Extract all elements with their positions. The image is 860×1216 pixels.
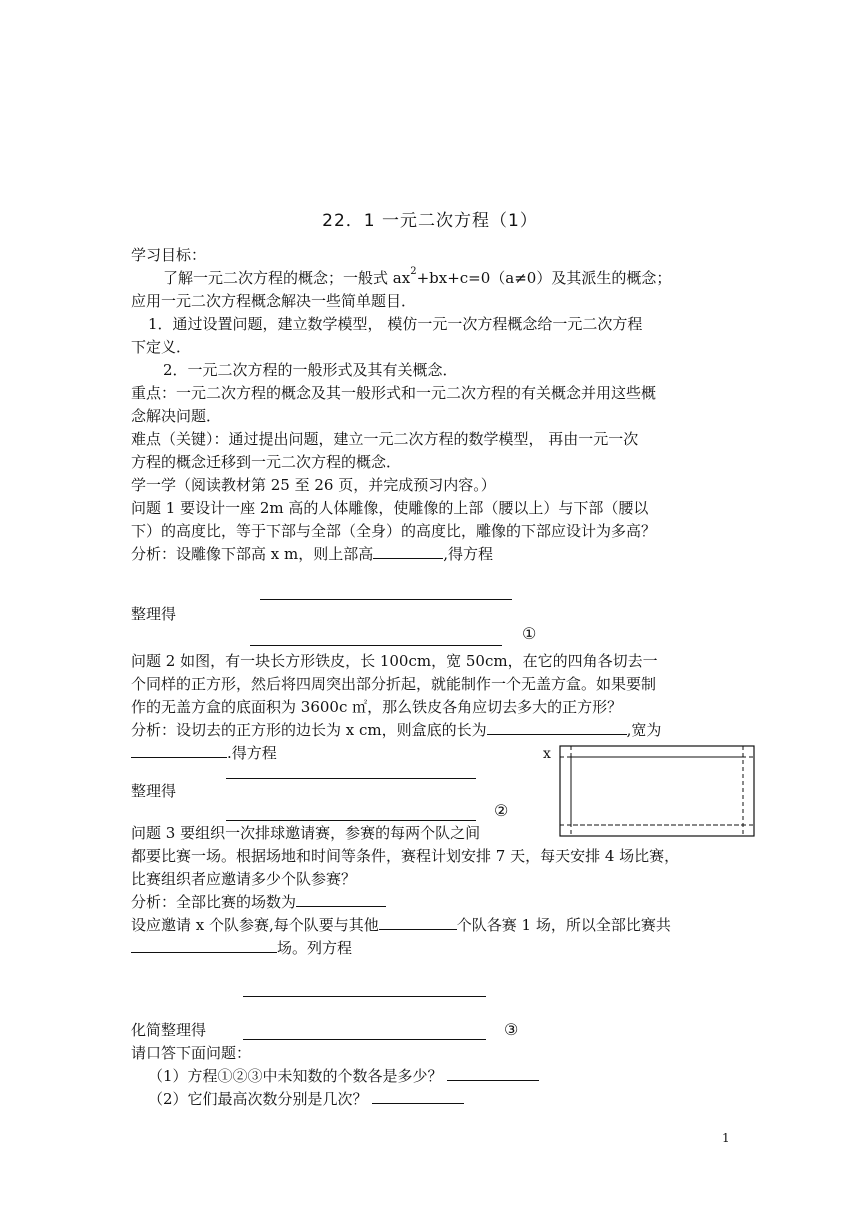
objective-1: 1．通过设置问题，建立数学模型， 模仿一元一次方程概念给一元二次方程 [148, 315, 643, 333]
question-3-cont: 比赛组织者应邀请多少个队参赛？ [131, 870, 357, 888]
iron-sheet-figure [538, 742, 758, 842]
equation-marker-3: ③ [504, 1020, 519, 1039]
page-number: 1 [722, 1131, 730, 1145]
sheet-diagram [538, 742, 758, 842]
objective-2: 2．一元二次方程的一般形式及其有关概念． [163, 361, 458, 379]
simplify-label: 化简整理得 [131, 1021, 207, 1039]
answer-blank[interactable] [131, 742, 227, 758]
question-1: 问题 1 要设计一座 2m 高的人体雕像，使雕像的上部（腰以上）与下部（腰以 [131, 499, 649, 517]
question-3-analysis: 分析：全部比赛的场数为 [131, 891, 386, 913]
tidy-label: 整理得 [131, 605, 177, 623]
question-2-analysis: 分析：设切去的正方形的边长为 x cm，则盒底的长为 ,宽为 [131, 721, 662, 739]
objectives-heading: 学习目标： [131, 246, 207, 264]
question-a: （1）方程①②③中未知数的个数各是多少？ [148, 1065, 539, 1087]
question-2-cont: 个同样的正方形，然后将四周突出部分折起，就能制作一个无盖方盒。如果要制 [131, 675, 657, 693]
answer-blank[interactable] [296, 891, 386, 907]
question-2-cont: 作的无盖方盒的底面积为 3600c ㎡，那么铁皮各角应切去多大的正方形？ [131, 698, 623, 716]
study-prompt: 学一学（阅读教材第 25 至 26 页，并完成预习内容。） [131, 476, 496, 494]
difficulty-cont: 方程的概念迁移到一元二次方程的概念． [131, 453, 402, 471]
question-1-analysis: 分析：设雕像下部高 x m，则上部高 ,得方程 [131, 545, 494, 563]
difficulty: 难点（关键）：通过提出问题，建立一元二次方程的数学模型， 再由一元一次 [131, 430, 639, 448]
equation-blank[interactable] [226, 778, 476, 779]
figure-label-x: x [543, 746, 551, 762]
question-3-setup-cont: 场。列方程 [131, 937, 352, 959]
equation-blank[interactable] [243, 1039, 486, 1040]
question-b: （2）它们最高次数分别是几次？ [148, 1088, 464, 1110]
tidy-label: 整理得 [131, 782, 177, 800]
answer-blank[interactable] [379, 914, 457, 930]
answer-blank[interactable] [372, 1088, 464, 1104]
equation-blank[interactable] [250, 645, 502, 646]
answer-blank[interactable] [131, 937, 277, 953]
objective-1-cont: 下定义． [131, 338, 192, 356]
question-3: 问题 3 要组织一次排球邀请赛，参赛的每两个队之间 [131, 824, 481, 842]
key-point: 重点：一元二次方程的概念及其一般形式和一元二次方程的有关概念并用这些概 [131, 384, 657, 402]
answer-blank[interactable] [487, 719, 627, 735]
answer-blank[interactable] [373, 543, 443, 559]
question-1-cont: 下）的高度比，等于下部与全部（全身）的高度比，雕像的下部应设计为多高？ [131, 522, 657, 540]
objective-intro-line2: 应用一元二次方程概念解决一些简单题目． [131, 292, 417, 310]
page-title: 22．1 一元二次方程（1） [322, 211, 538, 231]
objective-intro: 了解一元二次方程的概念；一般式 $ax^2+bx+c=0(a\ne 0)$及其派生的概念； [163, 266, 672, 287]
answer-blank[interactable] [447, 1065, 539, 1081]
key-point-cont: 念解决问题． [131, 407, 222, 425]
equation-blank[interactable] [226, 820, 476, 821]
question-2: 问题 2 如图，有一块长方形铁皮，长 100cm，宽 50cm，在它的四角各切去一 [131, 652, 658, 670]
equation-marker-1: ① [522, 624, 537, 643]
question-2-analysis-cont: .得方程 [131, 742, 277, 764]
equation-marker-2: ② [494, 801, 509, 820]
question-3-cont: 都要比赛一场。根据场地和时间等条件，赛程计划安排 7 天，每天安排 4 场比赛， [131, 847, 680, 865]
equation-blank[interactable] [260, 599, 512, 600]
answer-prompt: 请口答下面问题： [131, 1044, 252, 1062]
question-3-setup: 设应邀请 x 个队参赛,每个队要与其他 个队各赛 1 场，所以全部比赛共 [131, 916, 671, 934]
equation-blank[interactable] [243, 996, 486, 997]
